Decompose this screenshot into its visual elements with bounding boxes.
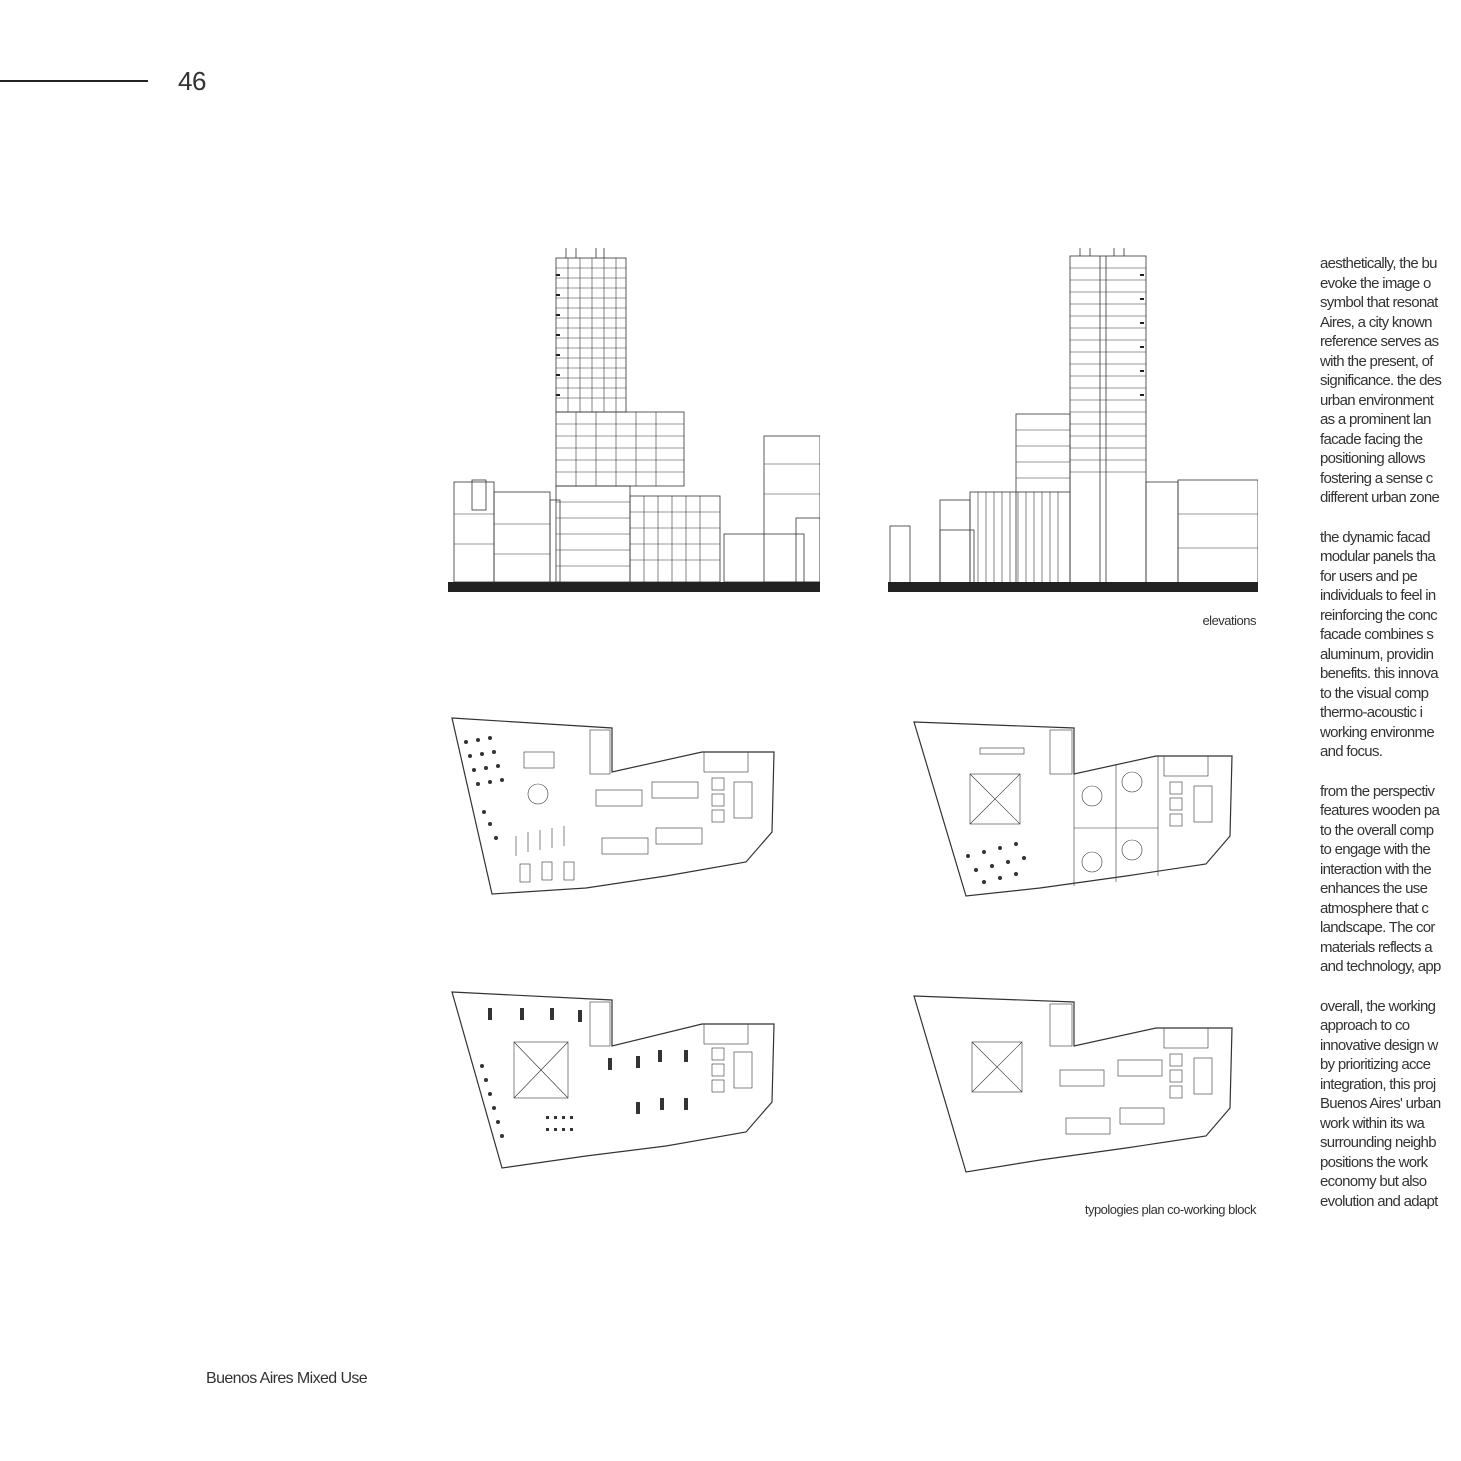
text-line: Buenos Aires' urban <box>1320 1095 1441 1112</box>
text-line: different urban zone <box>1320 489 1440 506</box>
text-line: with the present, of <box>1320 352 1433 370</box>
text-line: aesthetically, the bu <box>1320 255 1437 272</box>
text-line: to the visual comp <box>1320 684 1429 702</box>
text-line: fostering a sense c <box>1320 469 1433 487</box>
plans-caption: typologies plan co-working block <box>1084 1202 1256 1217</box>
text-line: work within its wa <box>1320 1114 1425 1132</box>
floor-plan-top-right <box>910 716 1236 900</box>
text-line: as a prominent lan <box>1320 411 1431 428</box>
text-line: individuals to feel in <box>1320 587 1436 604</box>
text-line: benefits. this innova <box>1320 665 1438 682</box>
text-line: and focus. <box>1320 743 1383 760</box>
text-line: evolution and adapt <box>1320 1192 1438 1210</box>
text-line: innovative design w <box>1320 1036 1438 1054</box>
text-line: working environme <box>1320 723 1434 741</box>
text-line: thermo-acoustic i <box>1320 704 1423 721</box>
body-text-column <box>1320 254 1461 1231</box>
text-line: atmosphere that c <box>1320 899 1429 917</box>
text-line: to engage with the <box>1320 841 1430 858</box>
page-number: 46 <box>178 66 206 96</box>
text-line: facade combines s <box>1320 626 1434 643</box>
text-line: features wooden pa <box>1320 802 1440 819</box>
text-line: to the overall comp <box>1320 821 1434 839</box>
text-line: modular panels tha <box>1320 548 1435 565</box>
text-line: symbol that resonat <box>1320 294 1438 311</box>
text-line: significance. the des <box>1320 372 1442 389</box>
text-line: urban environment <box>1320 391 1434 409</box>
text-line: landscape. The cor <box>1320 919 1435 936</box>
paragraph-1 <box>1320 254 1461 508</box>
text-line: overall, the working <box>1320 997 1436 1015</box>
text-line: interaction with the <box>1320 860 1432 878</box>
text-line: the dynamic facad <box>1320 528 1430 546</box>
text-line: economy but also <box>1320 1173 1427 1190</box>
text-line: positioning allows <box>1320 450 1425 467</box>
text-line: positions the work <box>1320 1153 1428 1171</box>
elevation-drawing-right <box>886 244 1258 594</box>
elevations-caption: elevations <box>1202 613 1256 628</box>
text-line: reference serves as <box>1320 333 1439 350</box>
text-line: for users and pe <box>1320 567 1418 585</box>
text-line: materials reflects a <box>1320 938 1432 956</box>
paragraph-3 <box>1320 782 1461 977</box>
text-line: from the perspectiv <box>1320 782 1435 800</box>
paragraph-4 <box>1320 997 1461 1212</box>
text-line: enhances the use <box>1320 880 1428 897</box>
footer-title: Buenos Aires Mixed Use <box>206 1370 368 1387</box>
elevation-drawing-left <box>446 244 820 594</box>
paragraph-2 <box>1320 528 1461 762</box>
text-line: and technology, app <box>1320 958 1441 975</box>
text-line: reinforcing the conc <box>1320 606 1437 624</box>
floor-plan-top-left <box>446 712 776 900</box>
floor-plan-bottom-left <box>446 986 776 1172</box>
floor-plan-bottom-right <box>910 990 1236 1176</box>
header-rule <box>0 80 148 82</box>
text-line: integration, this proj <box>1320 1075 1436 1093</box>
text-line: aluminum, providin <box>1320 645 1434 663</box>
text-line: approach to co <box>1320 1017 1410 1034</box>
text-line: Aires, a city known <box>1320 313 1432 331</box>
text-line: by prioritizing acce <box>1320 1056 1431 1073</box>
text-line: evoke the image o <box>1320 274 1431 292</box>
text-line: facade facing the <box>1320 430 1423 448</box>
text-line: surrounding neighb <box>1320 1134 1436 1151</box>
